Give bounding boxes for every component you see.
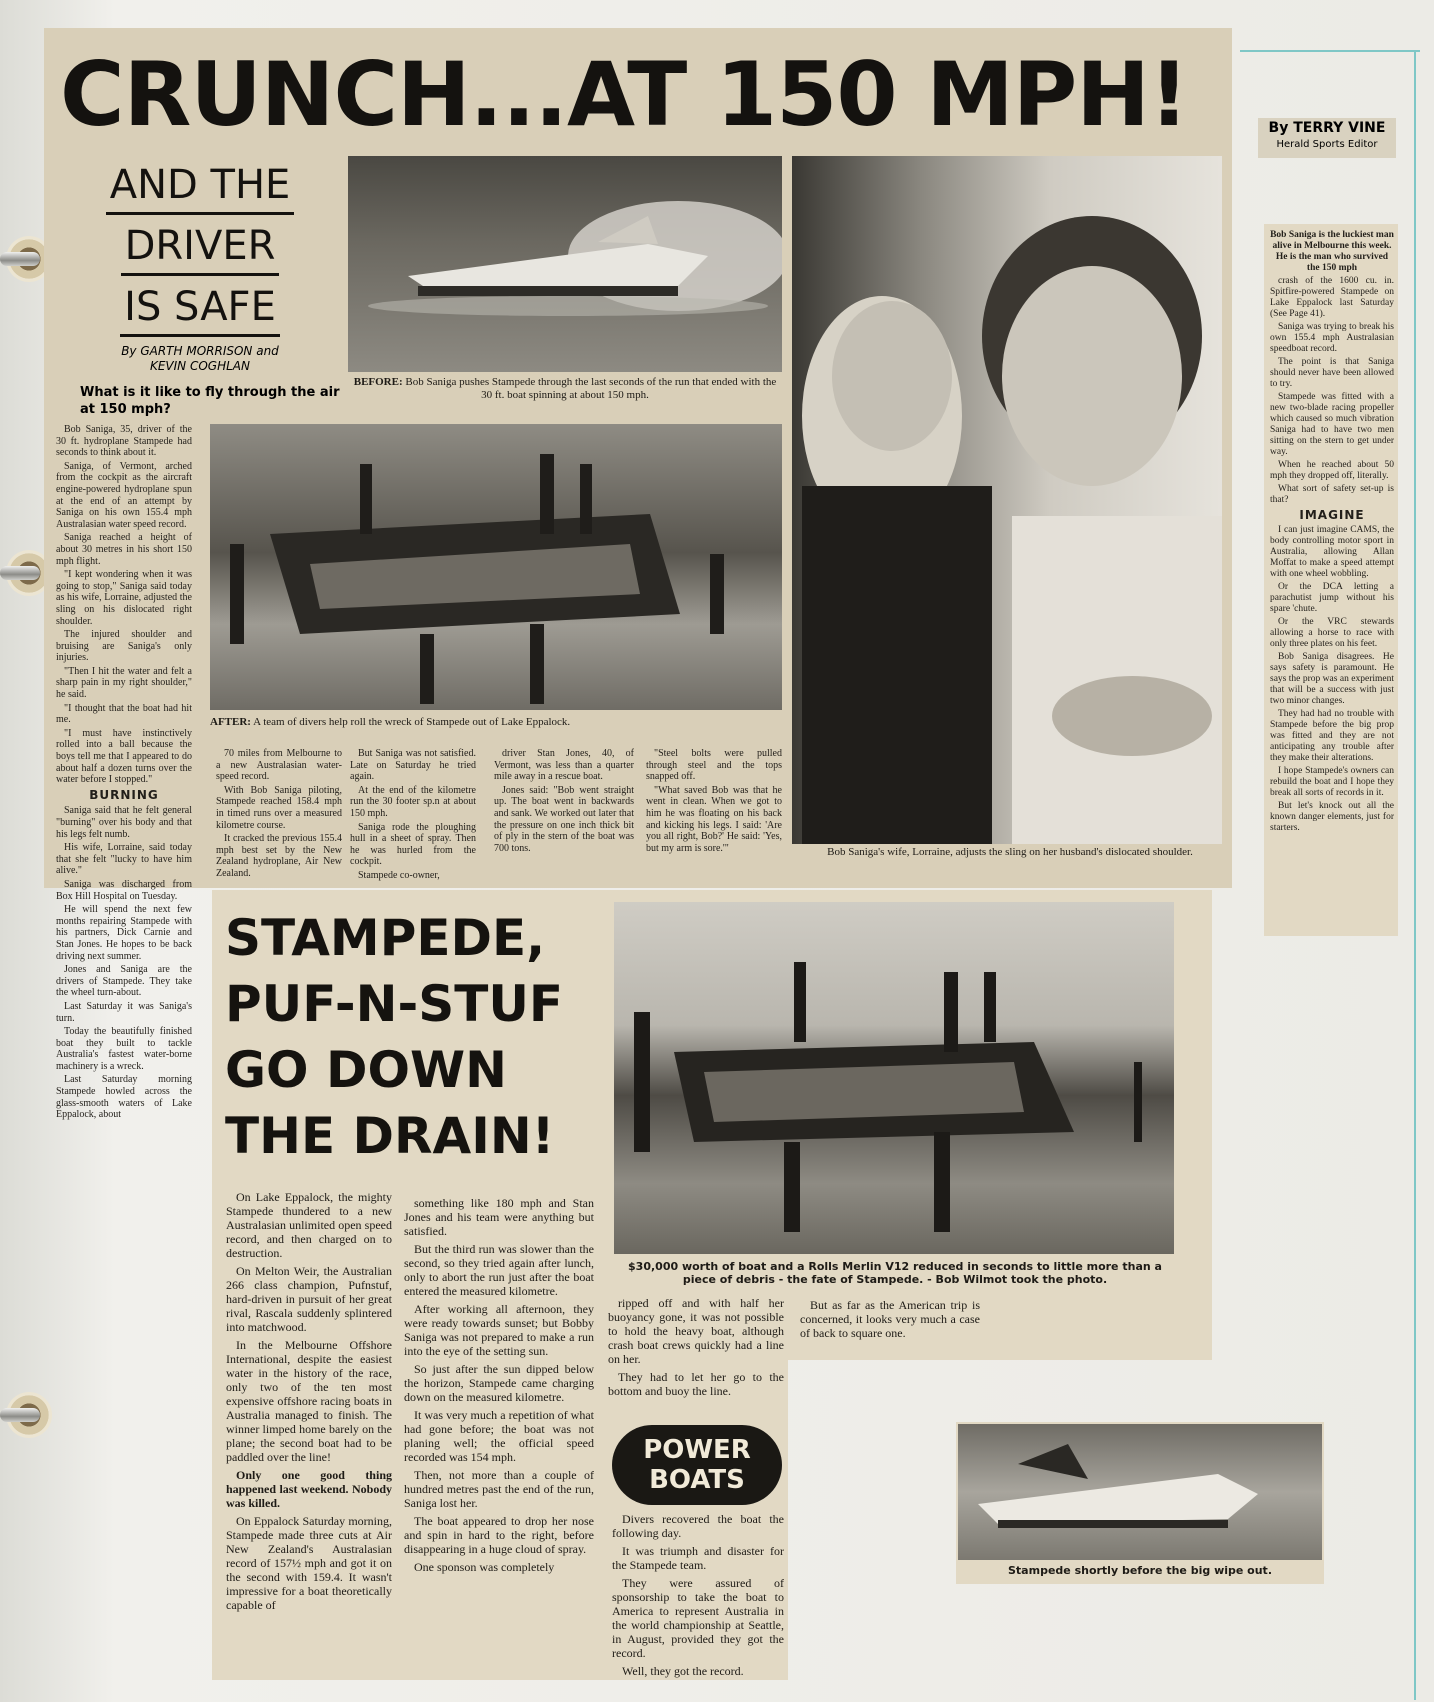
paragraph: Jones and Saniga are the drivers of Stampede. They take the wheel turn-about. xyxy=(56,964,192,999)
paragraph: Well, they got the record. xyxy=(622,1664,744,1678)
paragraph: Then, not more than a couple of hundred metres past the end of the run, Saniga lost her. xyxy=(404,1468,594,1510)
caption-text: A team of divers help roll the wreck of Stampede out of Lake Eppalock. xyxy=(253,716,571,728)
paragraph: ripped off and with half her buoyancy gone, it was not possible to hold the heavy boat, although crash boat crews quickly had a line on her. xyxy=(608,1296,784,1366)
paragraph: It was triumph and disaster for the Stampede team. xyxy=(612,1544,784,1572)
paragraph: Only one good thing happened last weekend. Nobody was killed. xyxy=(226,1468,392,1510)
stampede-column-3 xyxy=(608,1296,784,1402)
paragraph: Saniga, of Vermont, arched from the cockpit as the aircraft engine-powered hydroplane spun at the end of an attempt by Saniga on his own 155.4 mph Australasian water speed record. xyxy=(56,460,192,530)
vine-byline-title: Herald Sports Editor xyxy=(1276,139,1378,150)
paragraph: With Bob Saniga piloting, Stampede reached 158.4 mph in timed runs over a measured kilometre course. xyxy=(216,784,342,831)
paragraph: something like 180 mph and Stan Jones and his team were anything but satisfied. xyxy=(404,1196,594,1238)
paragraph: But the third run was slower than the second, so they tried again after lunch, only to abort the run just after the boat entered the measured kilometre. xyxy=(404,1242,594,1298)
section-heading-imagine: IMAGINE xyxy=(1299,508,1365,522)
article-column-2 xyxy=(216,748,342,882)
wreck-illustration xyxy=(210,424,782,710)
paragraph: But let's knock out all the known danger elements, just for starters. xyxy=(1270,801,1394,833)
couple-illustration xyxy=(792,156,1222,844)
badge-line: BOATS xyxy=(649,1465,745,1495)
before-photo xyxy=(348,156,782,372)
vine-intro: Bob Saniga is the luckiest man alive in Melbourne this week. He is the man who survived the 150 mph xyxy=(1270,230,1394,273)
paragraph: "I thought that the boat had hit me. xyxy=(56,702,192,726)
byline-line: By GARTH MORRISON and xyxy=(121,344,279,358)
paragraph: Last Saturday it was Saniga's turn. xyxy=(56,1000,192,1024)
paragraph: Saniga was discharged from Box Hill Hospital on Tuesday. xyxy=(56,878,192,902)
paragraph: Last Saturday morning Stampede howled across the glass-smooth waters of Lake Eppalock, about xyxy=(56,1074,192,1121)
caption-label: AFTER: xyxy=(210,716,251,728)
racing-boat-illustration xyxy=(958,1424,1322,1560)
paragraph: On Eppalock Saturday morning, Stampede made three cuts at Air New Zealand's Australasian record of 157½ mph and got it on the second with 159.4. It wasn't impressive for a boat theoretically capable of xyxy=(226,1514,392,1612)
power-column xyxy=(612,1512,784,1682)
power-boats-badge xyxy=(612,1425,782,1505)
article-column-1 xyxy=(56,424,192,1121)
wipeout-photo xyxy=(958,1424,1322,1560)
paragraph: I hope Stampede's owners can rebuild the boat and I hope they break all sorts of records in it. xyxy=(1270,766,1394,798)
headline-line: THE DRAIN! xyxy=(225,1107,555,1165)
paragraph: Divers recovered the boat the following day. xyxy=(612,1512,784,1540)
paragraph: Or the DCA letting a parachutist jump without his spare 'chute. xyxy=(1270,582,1394,614)
couple-photo xyxy=(792,156,1222,844)
paragraph: Bob Saniga, 35, driver of the 30 ft. hydroplane Stampede had seconds to think about it. xyxy=(56,424,192,459)
paragraph: Bob Saniga disagrees. He says safety is paramount. He says the prop was an experiment that will be a success with just two minor changes. xyxy=(1270,652,1394,706)
paragraph: Saniga reached a height of about 30 metres in his short 150 mph flight. xyxy=(56,532,192,567)
headline-line: PUF-N-STUF xyxy=(225,975,564,1033)
paragraph: One sponson was completely xyxy=(414,1560,555,1574)
paragraph: Jones said: "Bob went straight up. The boat went in backwards and sank. We worked out later that the pressure on one inch thick bit of ply in the stern of the boat was 700 tons. xyxy=(494,784,634,854)
margin-rule xyxy=(1414,50,1416,1700)
article-column-5 xyxy=(646,748,782,856)
headline-line: STAMPEDE, xyxy=(225,909,546,967)
paragraph: His wife, Lorraine, said today that she felt "lucky to have him alive." xyxy=(56,842,192,877)
byline-line: KEVIN COGHLAN xyxy=(149,359,250,373)
vine-byline-name: By TERRY VINE xyxy=(1268,120,1386,136)
stampede-headline xyxy=(225,905,585,1169)
debris-illustration xyxy=(614,902,1174,1254)
paragraph: "I must have instinctively rolled into a ball because the boys tell me that I appeared to do about half a dozen turns over the water before I stopped." xyxy=(56,727,192,786)
stampede-column-2 xyxy=(404,1196,594,1578)
binder-ring xyxy=(0,566,40,580)
paragraph: The boat appeared to drop her nose and spin in hard to the right, before disappearing in a huge cloud of spray. xyxy=(404,1514,594,1556)
headline-line: GO DOWN xyxy=(225,1041,507,1099)
paragraph: Saniga was trying to break his own 155.4 mph Australasian speedboat record. xyxy=(1270,322,1394,354)
subhead-line: IS SAFE xyxy=(120,280,280,337)
binder-ring xyxy=(0,1408,40,1422)
badge-line: POWER xyxy=(643,1435,751,1465)
paragraph: It was very much a repetition of what had gone before; the boat was not planing well; the official speed recorded was 154 mph. xyxy=(404,1408,594,1464)
paragraph: They were assured of sponsorship to take the boat to America to represent Australia in the world championship at Seattle, in August, provided they got the record. xyxy=(612,1576,784,1660)
caption-label: BEFORE: xyxy=(353,376,403,388)
subhead-line: DRIVER xyxy=(121,219,280,276)
binder-ring xyxy=(0,252,40,266)
byline xyxy=(90,344,310,374)
speedboat-illustration xyxy=(348,156,782,372)
vine-byline xyxy=(1258,118,1396,158)
intro: What is it like to fly through the air at 150 mph? xyxy=(80,385,340,417)
article-column-3 xyxy=(350,748,476,884)
paragraph: The point is that Saniga should never have been allowed to try. xyxy=(1270,357,1394,389)
after-caption xyxy=(210,716,782,729)
paragraph: The injured shoulder and bruising are Saniga's only injuries. xyxy=(56,629,192,664)
paragraph: Stampede was fitted with a new two-blade racing propeller which caused so much vibration Saniga had to have two men sitting on the stern to get under way. xyxy=(1270,392,1394,457)
paragraph: driver Stan Jones, 40, of Vermont, was less than a quarter mile away in a rescue boat. xyxy=(494,748,634,783)
paragraph: So just after the sun dipped below the horizon, Stampede came charging down on the measured kilometre. xyxy=(404,1362,594,1404)
section-heading-burning: BURNING xyxy=(89,787,159,802)
debris-caption: $30,000 worth of boat and a Rolls Merlin V12 reduced in seconds to little more than a piece of debris - the fate of Stampede. - Bob Wilmot took the photo. xyxy=(628,1260,1162,1286)
paragraph: He will spend the next few months repairing Stampede with his partners, Dick Carnie and Stan Jones. He hopes to be back driving next summer. xyxy=(56,904,192,962)
paragraph: What sort of safety set-up is that? xyxy=(1270,484,1394,505)
wipeout-caption: Stampede shortly before the big wipe out. xyxy=(1008,1564,1272,1577)
paragraph: "Then I hit the water and felt a sharp pain in my right shoulder," he said. xyxy=(56,665,192,701)
before-caption xyxy=(350,376,780,402)
paragraph: After working all afternoon, they were ready towards sunset; but Bobby Saniga was not prepared to make a run into the eye of the setting sun. xyxy=(404,1302,594,1358)
paragraph: On Melton Weir, the Australian 266 class champion, Pufnstuf, hard-driven in pursuit of her great rival, Rascala suddenly splintered into matchwood. xyxy=(226,1264,392,1334)
couple-caption: Bob Saniga's wife, Lorraine, adjusts the sling on her husband's dislocated shoulder. xyxy=(827,846,1193,858)
paragraph: "I kept wondering when it was going to stop," Saniga said today as his wife, Lorraine, adjusted the sling on his dislocated right shoulder. xyxy=(56,569,192,627)
caption-text: Bob Saniga pushes Stampede through the last seconds of the run that ended with the 30 ft. boat spinning at about 150 mph. xyxy=(405,376,777,401)
paragraph: They had to let her go to the bottom and buoy the line. xyxy=(608,1370,784,1398)
after-photo xyxy=(210,424,782,710)
paragraph: Today the beautifully finished boat they built to tackle Australia's fastest water-borne machinery is a wreck. xyxy=(56,1026,192,1072)
paragraph: 70 miles from Melbourne to a new Australasian water-speed record. xyxy=(216,748,342,783)
paragraph: When he reached about 50 mph they dropped off, literally. xyxy=(1270,460,1394,481)
paragraph: They had had no trouble with Stampede before the big prop was fitted and they are not anticipating any trouble after they make their alterations. xyxy=(1270,709,1394,763)
paragraph: Stampede co-owner, xyxy=(358,869,440,881)
paragraph: In the Melbourne Offshore International, despite the easiest water in the history of the race, only two of the ten most expensive offshore racing boats in Australia managed to finish. The winner limped home barely on the plane; the second boat had to be paddled over the line! xyxy=(226,1338,392,1464)
paragraph: I can just imagine CAMS, the body controlling motor sport in Australia, allowing Allan Moffat to make a speed attempt with one wheel wobbling. xyxy=(1270,525,1394,579)
debris-photo xyxy=(614,902,1174,1254)
subhead xyxy=(90,158,310,341)
top-rule xyxy=(1240,50,1420,52)
vine-column xyxy=(1270,230,1394,836)
paragraph: "What saved Bob was that he went in clean. When we got to him he was floating on his back and kicking his legs. I said: 'Are you all right, Bob?' He said: 'Yes, but my arm is sore.'" xyxy=(646,784,782,854)
subhead-line: AND THE xyxy=(106,158,295,215)
stampede-column-4 xyxy=(800,1298,980,1344)
paragraph: "Steel bolts were pulled through steel and the tops snapped off. xyxy=(646,748,782,783)
paragraph: Saniga rode the ploughing hull in a sheet of spray. Then he was hurled from the cockpit. xyxy=(350,821,476,868)
article-column-4 xyxy=(494,748,634,856)
paragraph: Or the VRC stewards allowing a horse to race with only three plates on his feet. xyxy=(1270,617,1394,649)
paragraph: It cracked the previous 155.4 mph best set by the New Zealand hydroplane, Air New Zealand. xyxy=(216,833,342,879)
stampede-column-1 xyxy=(226,1190,392,1616)
paragraph: Saniga said that he felt general "burning" over his body and that his legs felt numb. xyxy=(56,805,192,840)
paragraph: crash of the 1600 cu. in. Spitfire-powered Stampede on Lake Eppalock last Saturday (See Page 41). xyxy=(1270,276,1394,319)
paragraph: But as far as the American trip is concerned, it looks very much a case of back to square one. xyxy=(800,1298,980,1340)
paragraph: At the end of the kilometre run the 30 footer sp.n at about 150 mph. xyxy=(350,784,476,819)
paragraph: But Saniga was not satisfied. Late on Saturday he tried again. xyxy=(350,748,476,783)
paragraph: On Lake Eppalock, the mighty Stampede thundered to a new Australasian unlimited open speed record, and then charged on to destruction. xyxy=(226,1190,392,1260)
headline: CRUNCH...AT 150 MPH! xyxy=(60,43,1189,146)
